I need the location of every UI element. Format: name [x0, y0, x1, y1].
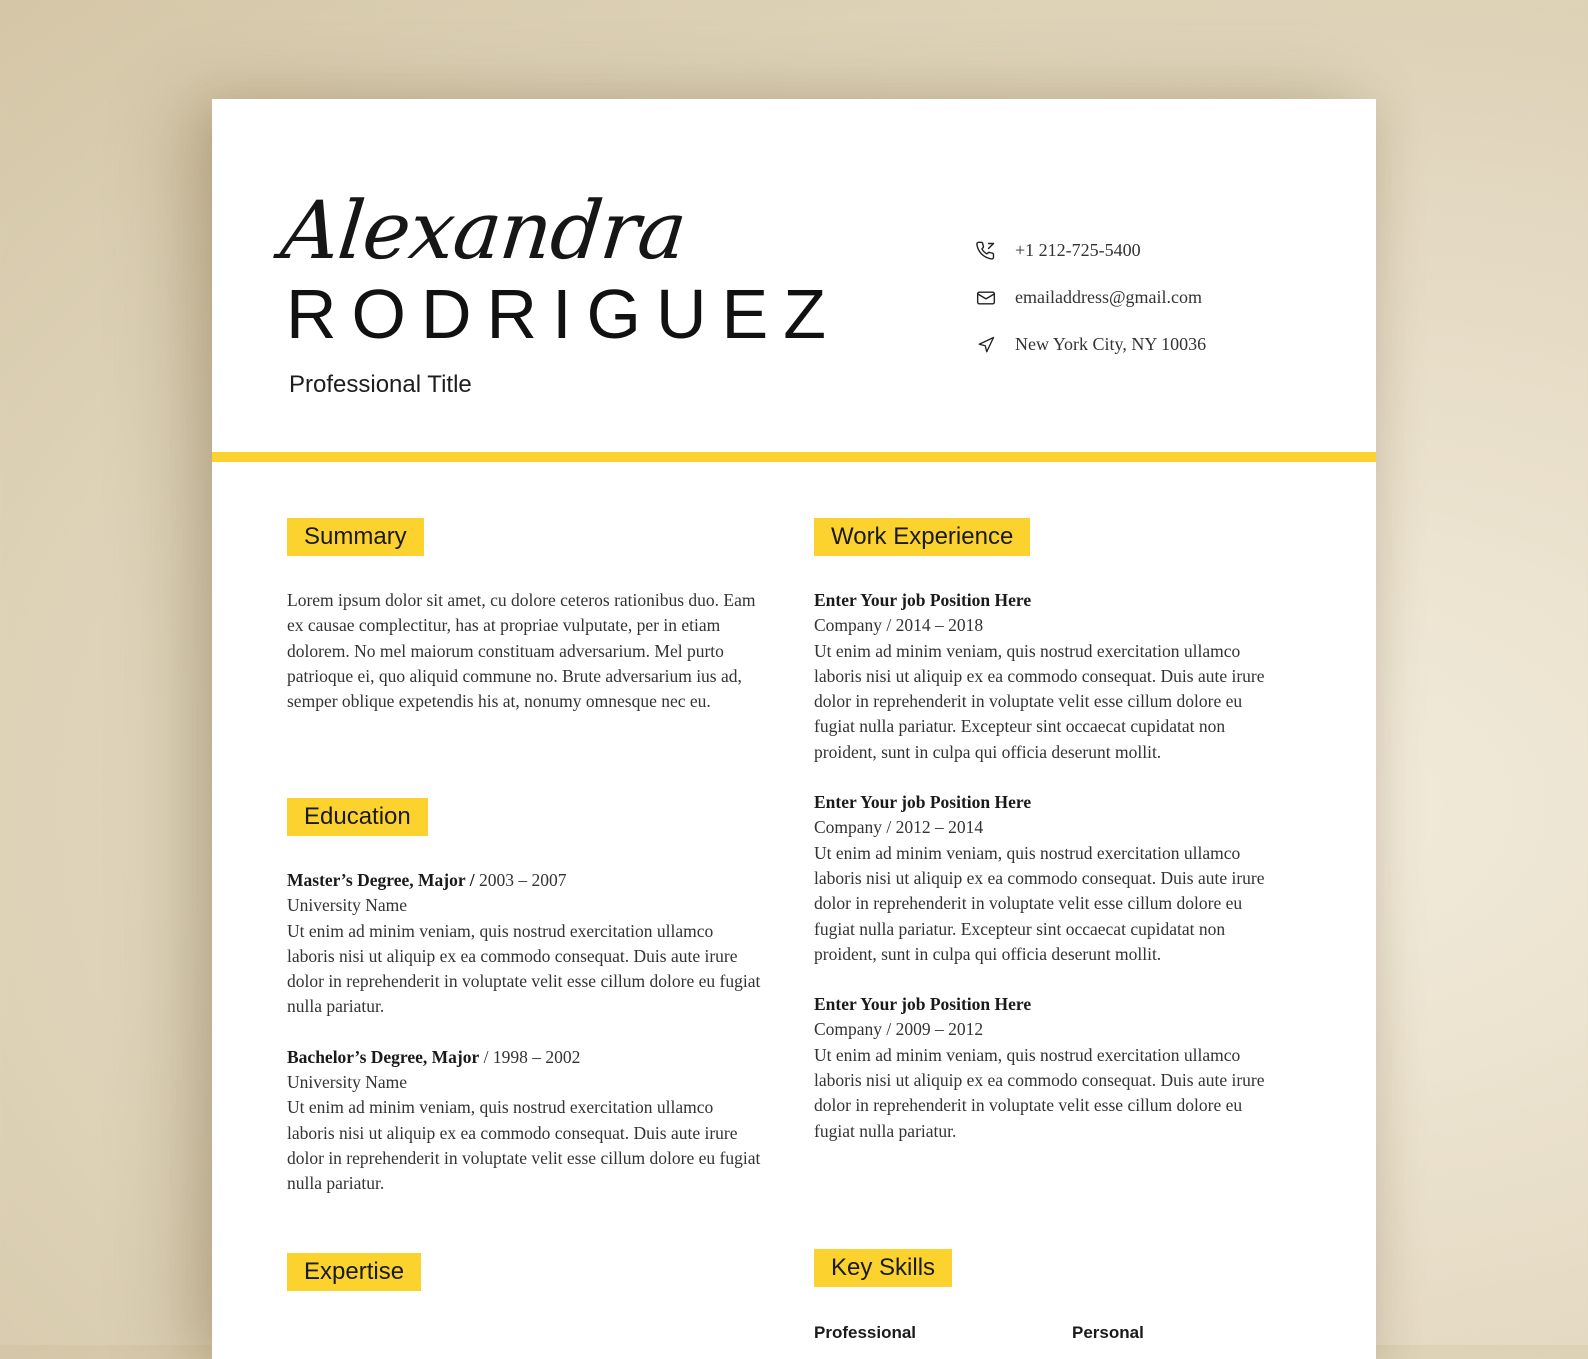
school-name: University Name [287, 895, 408, 916]
location-text: New York City, NY 10036 [1015, 334, 1207, 354]
job-position: Enter Your job Position Here [814, 590, 1032, 610]
contact-phone [975, 227, 1206, 274]
job-company-years: Company / 2014 – 2018 [814, 615, 984, 636]
skills-column-professional: Professional [814, 1323, 917, 1342]
expertise-heading: Expertise [287, 1253, 421, 1291]
contact-location [975, 321, 1206, 368]
envelope-icon [975, 287, 997, 309]
education-heading: Education [287, 798, 428, 836]
job-description: Ut enim ad minim veniam, quis nostrud exercitation ullamco laboris nisi ut aliquip ex ea commodo consequat. Duis aute irure dolor in reprehenderit in voluptate velit esse cillum dolore eu fugiat nulla pariatur. Excepteur sint occaecat cupidatat non proident, sunt in culpa qui officia deserunt mollit. [814, 640, 1265, 762]
key-skills-heading: Key Skills [814, 1249, 952, 1287]
contact-block [975, 227, 1206, 368]
school-name: University Name [287, 1072, 408, 1093]
degree-years: 1998 – 2002 [492, 1046, 581, 1067]
professional-title: Professional Title [289, 371, 472, 398]
phone-icon [975, 240, 997, 262]
email-address[interactable]: emailaddress@gmail.com [1015, 287, 1203, 307]
job-position: Enter Your job Position Here [814, 994, 1032, 1015]
job-description: Ut enim ad minim veniam, quis nostrud exercitation ullamco laboris nisi ut aliquip ex ea commodo consequat. Duis aute irure dolor in reprehenderit in voluptate velit esse cillum dolore eu fugiat nulla pariatur. Excepteur sint occaecat cupidatat non proident, sunt in culpa qui officia deserunt mollit. [814, 842, 1265, 964]
summary-paragraph: Lorem ipsum dolor sit amet, cu dolore ceteros rationibus duo. Eam ex causae complectitur, has at propriae vulputate, per in etiam dolorem. No mel maiorum constituam adversarium. Mel purto patrioque ei, quo aliquid commune no. Brute adversarium ius ad, semper oblique expetendis his at, nonumy omnesque nec eu. [287, 590, 756, 712]
last-name: RODRIGUEZ [286, 275, 841, 353]
education-item [287, 868, 765, 1020]
education-item [287, 1045, 765, 1197]
skills-column-personal: Personal [1072, 1323, 1144, 1342]
job-description: Ut enim ad minim veniam, quis nostrud exercitation ullamco laboris nisi ut aliquip ex ea commodo consequat. Duis aute irure dolor in reprehenderit in voluptate velit esse cillum dolore eu fugiat nulla pariatur. [814, 1044, 1265, 1141]
accent-divider [212, 452, 1376, 462]
job-company-years: Company / 2012 – 2014 [814, 817, 984, 838]
education-list [287, 868, 765, 1222]
resume-page [212, 99, 1376, 1359]
contact-email [975, 274, 1206, 321]
degree-separator: / [479, 1046, 493, 1067]
job-entry [814, 992, 1274, 1144]
education-description: Ut enim ad minim veniam, quis nostrud exercitation ullamco laboris nisi ut aliquip ex ea commodo consequat. Duis aute irure dolor in reprehenderit in voluptate velit esse cillum dolore eu fugiat nulla pariatur. [287, 920, 761, 1017]
degree-separator: / [465, 870, 479, 890]
education-description: Ut enim ad minim veniam, quis nostrud exercitation ullamco laboris nisi ut aliquip ex ea commodo consequat. Duis aute irure dolor in reprehenderit in voluptate velit esse cillum dolore eu fugiat nulla pariatur. [287, 1097, 761, 1194]
job-company-years: Company / 2009 – 2012 [814, 1019, 984, 1040]
job-entry [814, 588, 1274, 765]
degree-title: Bachelor’s Degree, Major [287, 1046, 480, 1067]
degree-title: Master’s Degree, Major [287, 870, 466, 890]
phone-number[interactable]: +1 212-725-5400 [1015, 240, 1141, 260]
job-entry [814, 790, 1274, 967]
job-position: Enter Your job Position Here [814, 792, 1032, 813]
degree-years: 2003 – 2007 [478, 870, 567, 890]
navigation-arrow-icon [975, 334, 997, 356]
first-name: Alexandra [277, 184, 691, 277]
summary-heading: Summary [287, 518, 424, 556]
work-experience-list [814, 588, 1274, 1169]
summary-text [287, 588, 762, 714]
work-experience-heading: Work Experience [814, 518, 1030, 556]
